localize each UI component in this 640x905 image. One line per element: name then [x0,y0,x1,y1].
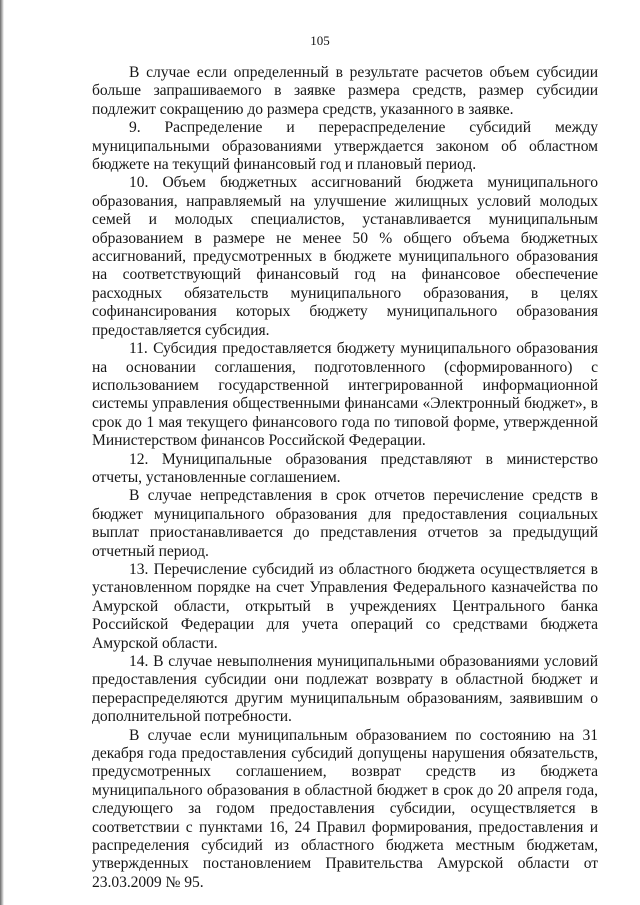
paragraph-violations-return: В случае если муниципальным образованием по состоянию на 31 декабря года предоставления субсидий допущены нарушения обязательств, предусмотренных соглашением, возврат средств из бюджета муниципального образования в областной бюджет в срок до 20 апреля года, следующего за годом предоставления субсидии, осуществляется в соответствии с пунктами 16, 24 Правил формирования, предоставления и распределения субсидий из областного бюджета местным бюджетам, утвержденных постановлением Правительства Амурской области от 23.03.2009 № 95. [92,726,598,891]
paragraph-subsidy-reduction: В случае если определенный в результате расчетов объем субсидии больше запрашиваемого в заявке размера средств, размер субсидии подлежит сокращению до размера средств, указанного в заявке. [92,64,598,118]
page-number: 105 [310,33,330,48]
paragraph-reports-suspension: В случае непредставления в срок отчетов перечисление средств в бюджет муниципального образования для предоставления социальных выплат приостанавливается до представления отчетов за предыдущий отчетный период. [92,487,598,560]
paragraph-12-reports: 12. Муниципальные образования представляют в министерство отчеты, установленные соглашением. [92,450,598,486]
paragraph-10-budget-allocations: 10. Объем бюджетных ассигнований бюджета муниципального образования, направляемый на улучшение жилищных условий молодых семей и молодых специалистов, устанавливается муниципальным образованием в размере не менее 50 % общего объема бюджетных ассигнований, предусмотренных в бюджете муниципального образования на соответствующий финансовый год на финансовое обеспечение расходных обязательств муниципального образования, в целях софинансирования которых бюджету муниципального образования предоставляется субсидия. [92,174,598,339]
paragraph-13-transfer: 13. Перечисление субсидий из областного бюджета осуществляется в установленном порядке на счет Управления Федерального казначейства по Амурской области, открытый в учреждениях Центрального банка Российской Федерации для учета операций со средствами бюджета Амурской области. [92,560,598,652]
paragraph-9-distribution: 9. Распределение и перераспределение субсидий между муниципальными образованиями утверждается законом об областном бюджете на текущий финансовый год и плановый период. [92,119,598,174]
paragraph-14-return: 14. В случае невыполнения муниципальными образованиями условий предоставления субсидии они подлежат возврату в областной бюджет и перераспределяются другим муниципальным образованиям, заявившим о дополнительной потребности. [92,653,598,726]
paragraph-11-agreement: 11. Субсидия предоставляется бюджету муниципального образования на основании соглашения, подготовленного (сформированного) с использованием государственной интегрированной информационной системы управления общественными финансами «Электронный бюджет», в срок до 1 мая текущего финансового года по типовой форме, утвержденной Министерством финансов Российской Федерации. [92,340,598,450]
document-body [92,64,598,892]
